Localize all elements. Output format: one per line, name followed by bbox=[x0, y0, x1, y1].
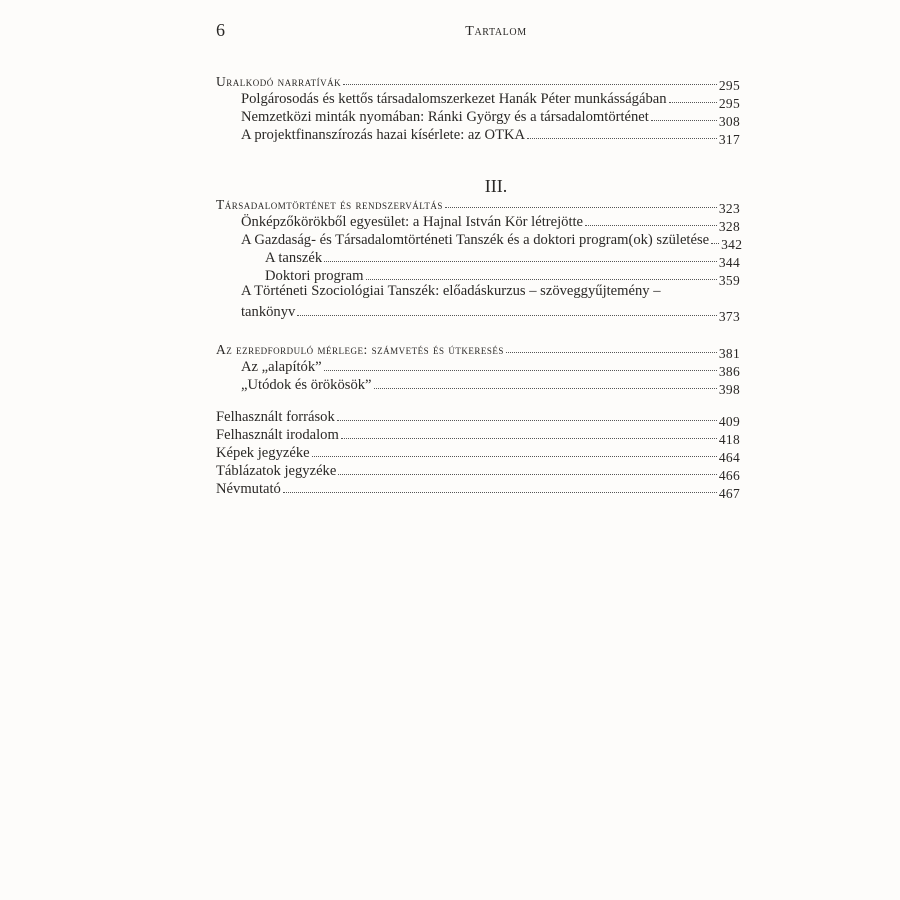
toc-title: A projektfinanszírozás hazai kísérlete: az OTKA bbox=[241, 127, 526, 143]
running-title: Tartalom bbox=[465, 24, 527, 39]
toc-page: 464 bbox=[718, 450, 740, 465]
dot-leader bbox=[651, 120, 717, 121]
toc-entry bbox=[241, 213, 740, 234]
toc-title: Önképzőkörökből egyesület: a Hajnal István Kör létrejötte bbox=[241, 214, 584, 230]
toc-title: Nemzetközi minták nyomában: Ránki György és a társadalomtörténet bbox=[241, 109, 649, 125]
dot-leader bbox=[506, 352, 717, 353]
toc-entry bbox=[241, 358, 740, 379]
toc-page: 466 bbox=[718, 468, 740, 483]
toc-page: 467 bbox=[718, 486, 740, 501]
toc-backmatter-entry bbox=[216, 426, 740, 447]
dot-leader bbox=[324, 261, 717, 262]
toc-entry-first-line: A Történeti Szociológiai Tanszék: előadáskurzus – szöveggyűjtemény – bbox=[241, 283, 661, 299]
toc-title: Uralkodó narratívák bbox=[216, 74, 342, 89]
toc-entry bbox=[241, 90, 740, 111]
toc-backmatter-entry bbox=[216, 408, 740, 429]
dot-leader bbox=[366, 279, 717, 280]
page-header bbox=[216, 20, 740, 42]
toc-title: Táblázatok jegyzéke bbox=[216, 463, 337, 479]
toc-backmatter-entry bbox=[216, 480, 740, 501]
dot-leader bbox=[445, 207, 717, 208]
toc-page: 323 bbox=[718, 201, 740, 216]
dot-leader bbox=[337, 420, 717, 421]
toc-entry bbox=[241, 126, 740, 147]
toc-subentry bbox=[265, 249, 740, 270]
dot-leader bbox=[343, 84, 717, 85]
toc-page: 409 bbox=[718, 414, 740, 429]
toc-page: 328 bbox=[718, 219, 740, 234]
toc-page: 398 bbox=[718, 382, 740, 397]
page-number: 6 bbox=[216, 20, 225, 40]
toc-entry bbox=[241, 303, 740, 324]
toc-title: Az „alapítók” bbox=[241, 359, 322, 375]
toc-title: Doktori program bbox=[265, 268, 364, 284]
toc-title: Polgárosodás és kettős társadalomszerkezet Hanák Péter munkásságában bbox=[241, 91, 667, 107]
dot-leader bbox=[341, 438, 717, 439]
toc-page: 359 bbox=[718, 273, 740, 288]
toc-title: A Gazdaság- és Társadalomtörténeti Tanszék és a doktori program(ok) születése bbox=[241, 232, 710, 248]
toc-page: 344 bbox=[718, 255, 740, 270]
toc-page: 373 bbox=[718, 309, 740, 324]
toc-section-heading bbox=[216, 340, 740, 361]
dot-leader bbox=[283, 492, 717, 493]
toc-title: Névmutató bbox=[216, 481, 281, 497]
toc-title: „Utódok és örökösök” bbox=[241, 377, 372, 393]
toc-title: tankönyv bbox=[241, 304, 296, 320]
dot-leader bbox=[585, 225, 717, 226]
toc-entry bbox=[241, 108, 740, 129]
toc-page: 317 bbox=[718, 132, 740, 147]
toc-entry bbox=[241, 231, 743, 252]
toc-title: Képek jegyzéke bbox=[216, 445, 310, 461]
toc-page: 418 bbox=[718, 432, 740, 447]
toc-page: 381 bbox=[718, 346, 740, 361]
toc-title: Felhasznált irodalom bbox=[216, 427, 339, 443]
toc-title: Az ezredforduló mérlege: számvetés és útkeresés bbox=[216, 342, 504, 357]
dot-leader bbox=[669, 102, 717, 103]
toc-title: Felhasznált források bbox=[216, 409, 335, 425]
dot-leader bbox=[711, 243, 719, 244]
toc-page: 295 bbox=[718, 96, 740, 111]
toc-page: 295 bbox=[718, 78, 740, 93]
dot-leader bbox=[312, 456, 717, 457]
toc-page: 342 bbox=[721, 237, 743, 252]
dot-leader bbox=[374, 388, 717, 389]
toc-backmatter-entry bbox=[216, 444, 740, 465]
toc-page: 308 bbox=[718, 114, 740, 129]
dot-leader bbox=[338, 474, 717, 475]
toc-entry bbox=[241, 376, 740, 397]
part-number: III. bbox=[484, 176, 508, 196]
toc-section-heading bbox=[216, 72, 740, 93]
dot-leader bbox=[527, 138, 717, 139]
toc-title: A tanszék bbox=[265, 250, 323, 266]
toc-page: 386 bbox=[718, 364, 740, 379]
toc-title: Társadalomtörténet és rendszerváltás bbox=[216, 197, 443, 212]
toc-section-heading bbox=[216, 195, 740, 216]
toc-backmatter-entry bbox=[216, 462, 740, 483]
dot-leader bbox=[297, 315, 717, 316]
dot-leader bbox=[324, 370, 717, 371]
